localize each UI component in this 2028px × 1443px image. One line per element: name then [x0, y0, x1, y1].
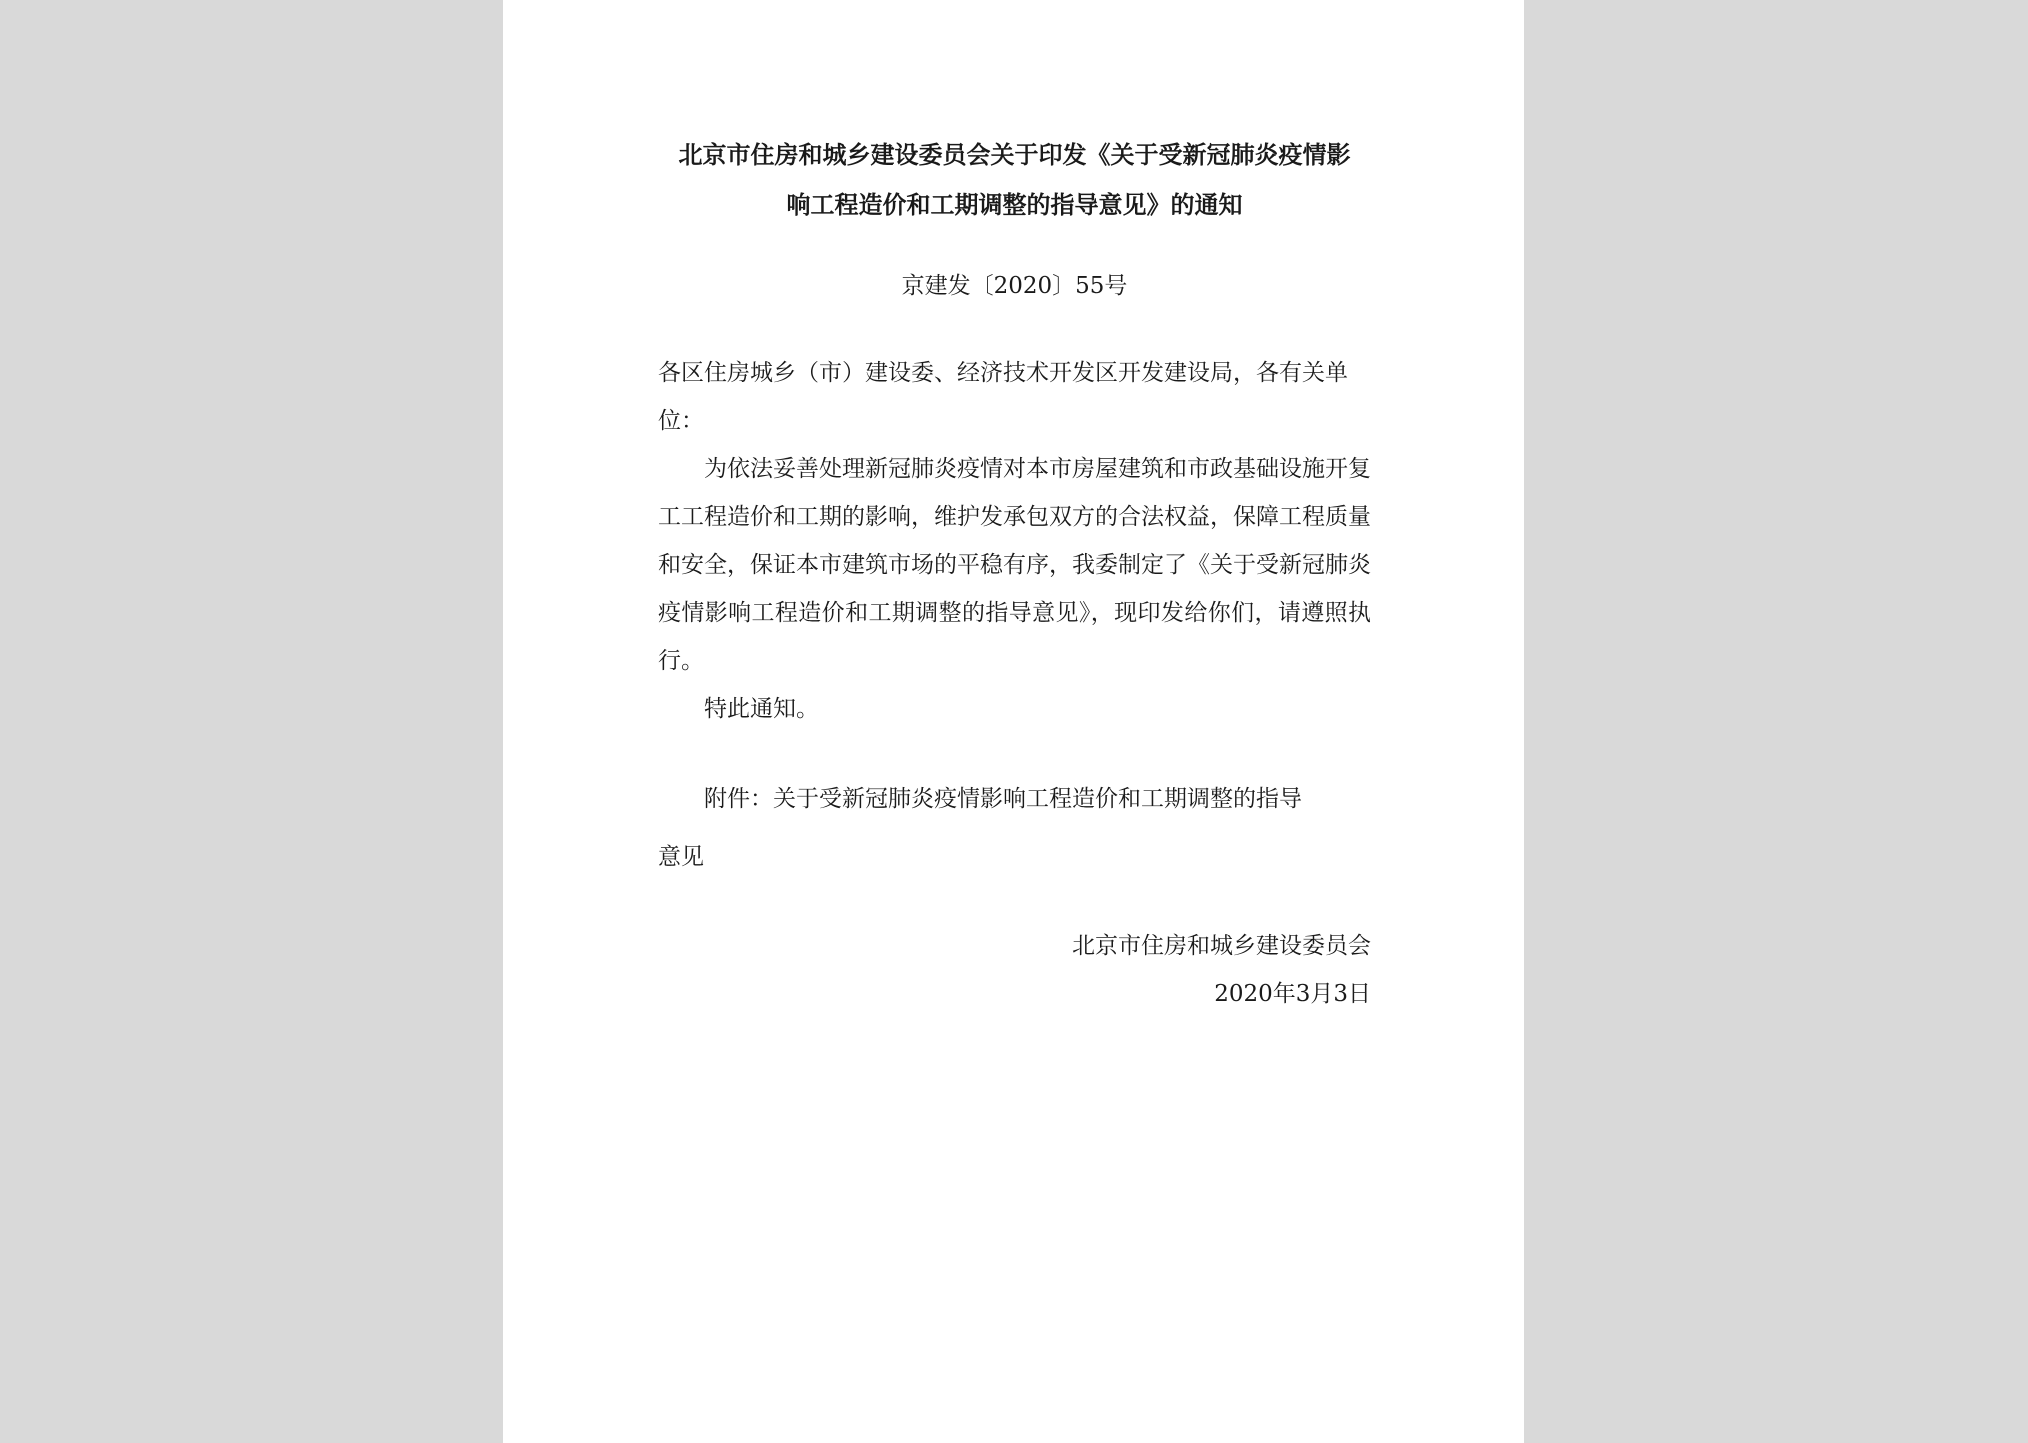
attachment-note: [658, 770, 1371, 886]
main-paragraph: 为依法妥善处理新冠肺炎疫情对本市房屋建筑和市政基础设施开复工工程造价和工期的影响，维护发承包双方的合法权益，保障工程质量和安全，保证本市建筑市场的平稳有序，我委制定了《关于受新冠肺炎疫情影响工程造价和工期调整的指导意见》，现印发给你们，请遵照执行。: [658, 456, 1371, 674]
closing-remark: 特此通知。: [704, 696, 819, 722]
addressee: 各区住房城乡（市）建设委、经济技术开发区开发建设局，各有关单位：: [658, 360, 1348, 434]
document-body: [658, 349, 1371, 886]
document-page: [503, 0, 1524, 1443]
attachment-line-1: 附件：关于受新冠肺炎疫情影响工程造价和工期调整的指导: [704, 786, 1302, 812]
document-content: [658, 130, 1371, 1018]
attachment-line-2: 意见: [658, 844, 704, 870]
document-number: 京建发〔2020〕55号: [901, 273, 1128, 299]
issuer-name: 北京市住房和城乡建设委员会: [1072, 933, 1371, 959]
document-title: [658, 130, 1371, 230]
issue-date: 2020年3月3日: [1214, 981, 1371, 1007]
title-line-1: 北京市住房和城乡建设委员会关于印发《关于受新冠肺炎疫情影: [678, 141, 1351, 169]
title-line-2: 响工程造价和工期调整的指导意见》的通知: [786, 191, 1243, 219]
signature-block: [658, 922, 1371, 1018]
